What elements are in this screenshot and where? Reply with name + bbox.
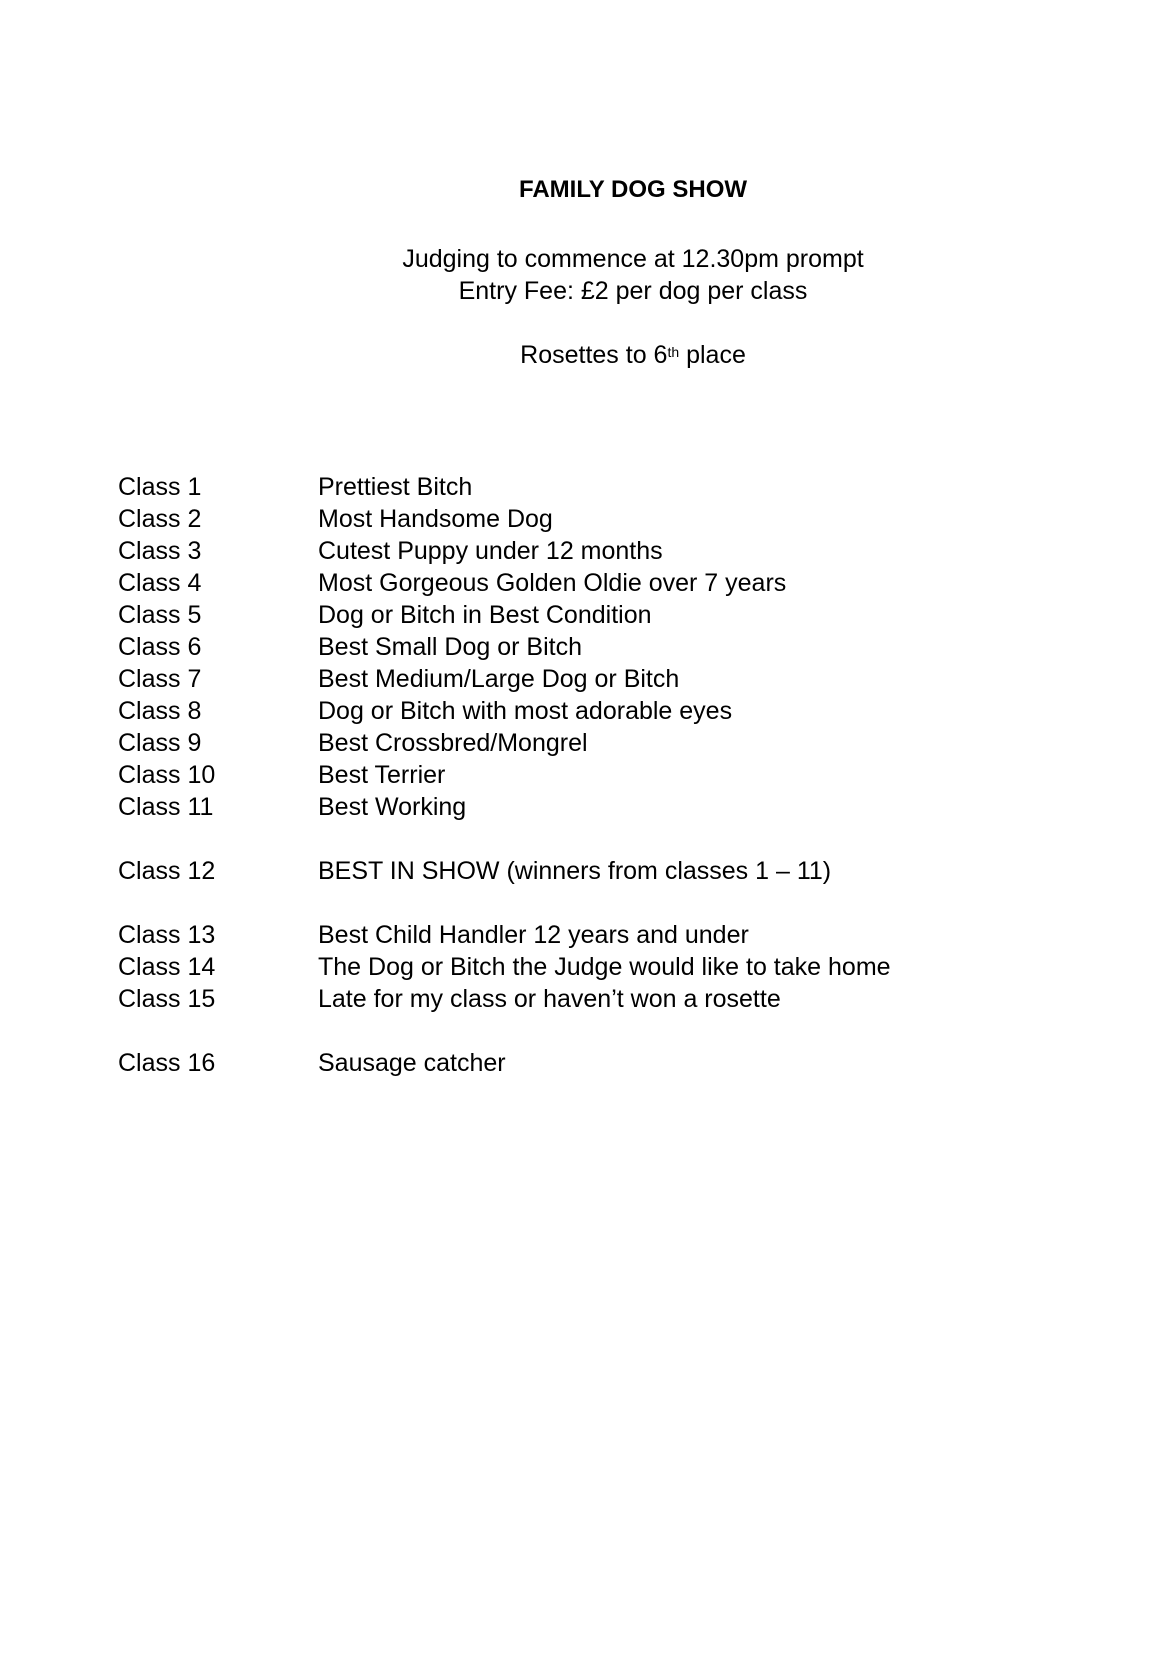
class-row — [118, 567, 1098, 599]
entry-fee-text: Entry Fee: £2 per dog per class — [458, 277, 808, 305]
class-row — [118, 535, 1098, 567]
class-description: Best Medium/Large Dog or Bitch — [318, 665, 680, 693]
class-description: The Dog or Bitch the Judge would like to take home — [318, 953, 891, 981]
class-number: Class 6 — [118, 633, 202, 661]
class-number: Class 1 — [118, 473, 202, 501]
class-row — [118, 663, 1098, 695]
class-number: Class 5 — [118, 601, 202, 629]
class-row — [118, 919, 1098, 951]
class-number: Class 8 — [118, 697, 202, 725]
class-row — [118, 471, 1098, 503]
class-number: Class 7 — [118, 665, 202, 693]
class-row — [118, 1047, 1098, 1079]
class-list — [118, 471, 1098, 1079]
class-number: Class 11 — [118, 793, 214, 821]
judging-time-text: Judging to commence at 12.30pm prompt — [402, 245, 864, 273]
rosettes-prefix: Rosettes to 6 — [520, 341, 668, 369]
class-number: Class 13 — [118, 921, 216, 949]
class-number: Class 15 — [118, 985, 216, 1013]
class-row — [118, 855, 1098, 887]
class-number: Class 16 — [118, 1049, 216, 1077]
class-row — [118, 599, 1098, 631]
rosettes-suffix: place — [679, 341, 746, 369]
class-number: Class 4 — [118, 569, 202, 597]
class-description: Sausage catcher — [318, 1049, 506, 1077]
class-description: BEST IN SHOW (winners from classes 1 – 11) — [318, 857, 832, 885]
class-number: Class 2 — [118, 505, 202, 533]
class-number: Class 14 — [118, 953, 216, 981]
class-description: Best Working — [318, 793, 467, 821]
class-description: Best Terrier — [318, 761, 446, 789]
class-row — [118, 503, 1098, 535]
class-description: Most Gorgeous Golden Oldie over 7 years — [318, 569, 787, 597]
class-description: Most Handsome Dog — [318, 505, 553, 533]
page-title: FAMILY DOG SHOW — [518, 176, 748, 203]
class-row — [118, 951, 1098, 983]
class-number: Class 12 — [118, 857, 216, 885]
class-row — [118, 759, 1098, 791]
class-description: Best Crossbred/Mongrel — [318, 729, 588, 757]
class-description: Best Small Dog or Bitch — [318, 633, 582, 661]
class-description: Late for my class or haven’t won a rosette — [318, 985, 781, 1013]
class-row — [118, 791, 1098, 823]
class-row — [118, 631, 1098, 663]
class-description: Cutest Puppy under 12 months — [318, 537, 663, 565]
class-number: Class 9 — [118, 729, 202, 757]
rosettes-superscript: th — [667, 344, 680, 360]
rosettes-text — [0, 339, 1166, 371]
class-number: Class 3 — [118, 537, 202, 565]
class-description: Dog or Bitch in Best Condition — [318, 601, 652, 629]
class-row — [118, 983, 1098, 1015]
class-description: Prettiest Bitch — [318, 473, 473, 501]
class-row — [118, 727, 1098, 759]
class-description: Dog or Bitch with most adorable eyes — [318, 697, 733, 725]
class-description: Best Child Handler 12 years and under — [318, 921, 749, 949]
class-number: Class 10 — [118, 761, 216, 789]
class-row — [118, 695, 1098, 727]
